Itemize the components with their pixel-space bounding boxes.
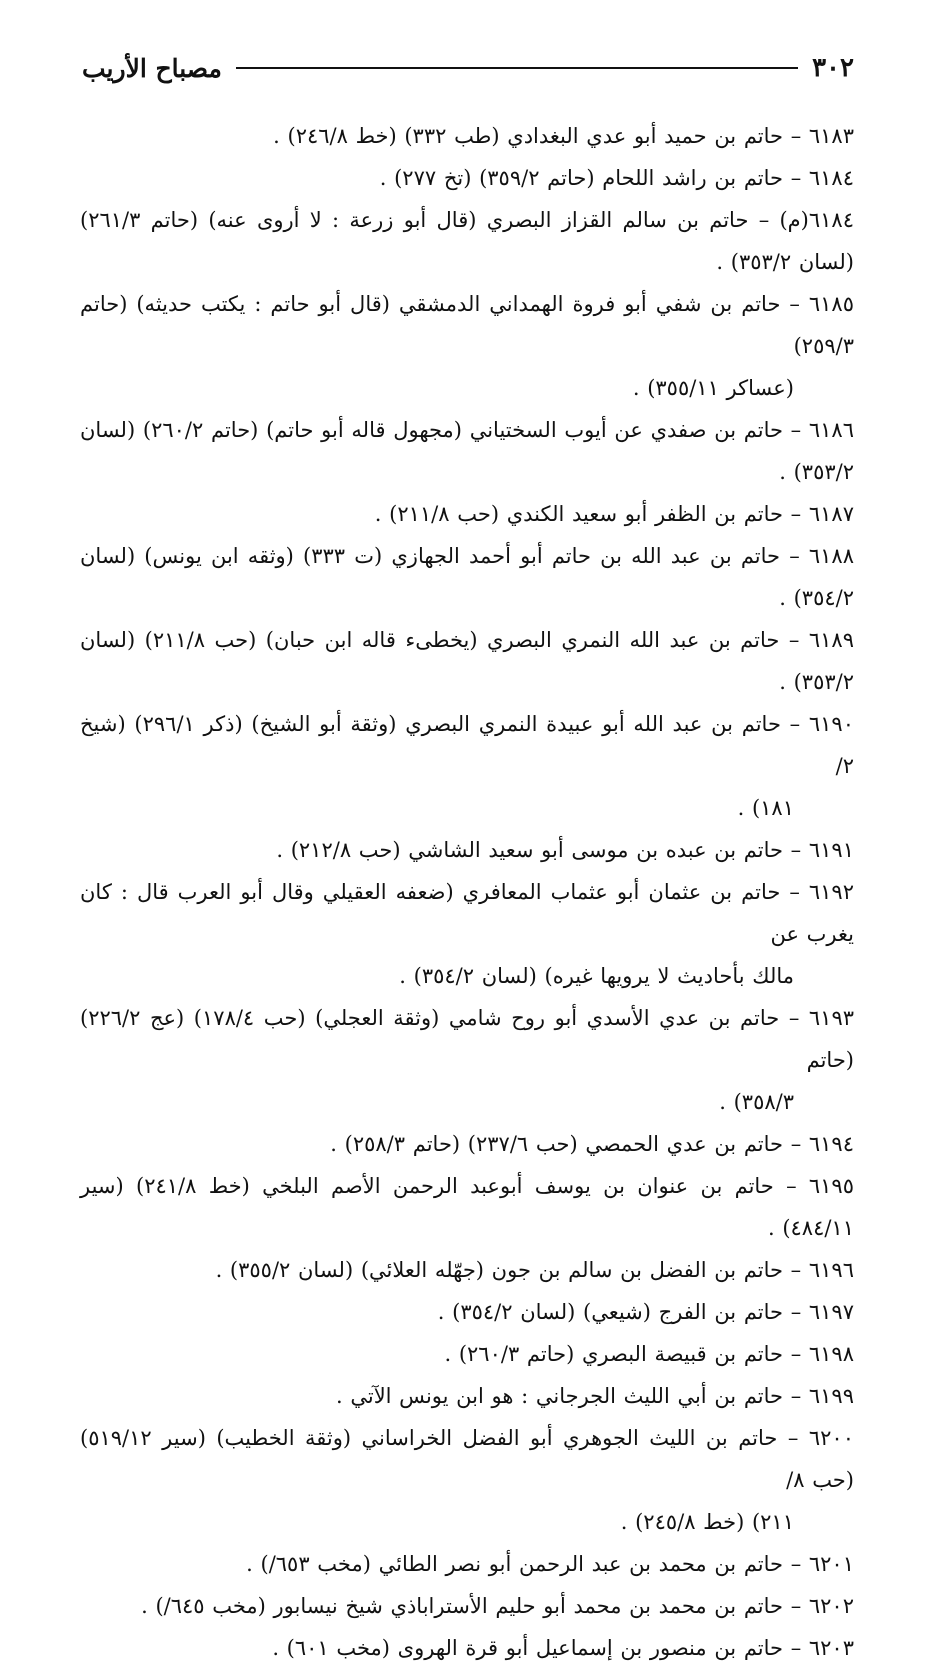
entry-continuation: ١٨١) . (737, 796, 794, 820)
page-header (82, 50, 854, 86)
biography-entry (80, 1543, 854, 1585)
entry-continuation: ٢١١) (خط ٢٤٥/٨) . (620, 1510, 794, 1534)
biography-entry (80, 493, 854, 535)
entry-text: ٦١٩٢ – حاتم بن عثمان أبو عثماب المعافري (ضعفه العقيلي وقال أبو العرب قال : كان يغرب عن (80, 880, 854, 946)
entry-text: ٦١٨٧ – حاتم بن الظفر أبو سعيد الكندي (حب ٢١١/٨) . (374, 502, 854, 526)
biography-entry (80, 619, 854, 703)
book-title: مصباح الأريب (82, 53, 222, 83)
entry-text: ٦١٨٨ – حاتم بن عبد الله بن حاتم أبو أحمد الجهازي (ت ٣٣٣) (وثقه ابن يونس) (لسان ٣٥٤/٢) . (80, 544, 854, 610)
biography-entry (80, 157, 854, 199)
entry-text: ٦١٩٠ – حاتم بن عبد الله أبو عبيدة النمري البصري (وثقة أبو الشيخ) (ذكر ٢٩٦/١) (شيخ ٢/ (80, 712, 854, 778)
biography-entry (80, 1333, 854, 1375)
entry-text: ٦١٩٤ – حاتم بن عدي الحمصي (حب ٢٣٧/٦) (حاتم ٢٥٨/٣) . (330, 1132, 854, 1156)
biography-entry (80, 199, 854, 283)
biography-entry (80, 1417, 854, 1543)
biography-entry (80, 871, 854, 997)
entry-text: ٦١٨٤ – حاتم بن راشد اللحام (حاتم ٣٥٩/٢) (تخ ٢٧٧) . (379, 166, 854, 190)
biography-entry (80, 1375, 854, 1417)
entry-text: ٦١٨٥ – حاتم بن شفي أبو فروة الهمداني الدمشقي (قال أبو حاتم : يكتب حديثه) (حاتم ٢٥٩/٣) (80, 292, 854, 358)
biography-entry (80, 997, 854, 1123)
biography-entry (80, 409, 854, 493)
entry-text: ٦١٩٦ – حاتم بن الفضل بن سالم بن جون (جهّله العلائي) (لسان ٣٥٥/٢) . (215, 1258, 854, 1282)
entry-text: ٦١٨٣ – حاتم بن حميد أبو عدي البغدادي (طب ٣٣٢) (خط ٢٤٦/٨) . (273, 124, 854, 148)
biography-entry (80, 1291, 854, 1333)
entry-text: ٦١٨٦ – حاتم بن صفدي عن أيوب السختياني (مجهول قاله أبو حاتم) (حاتم ٢٦٠/٢) (لسان ٣٥٣/٢) . (80, 418, 854, 484)
entries-list (80, 115, 854, 1669)
biography-entry (80, 115, 854, 157)
entry-text: ٦١٩٧ – حاتم بن الفرج (شيعي) (لسان ٣٥٤/٢) . (437, 1300, 854, 1324)
biography-entry (80, 829, 854, 871)
entry-continuation: مالك بأحاديث لا يرويها غيره) (لسان ٣٥٤/٢) . (399, 964, 794, 988)
entry-text: ٦١٩٥ – حاتم بن عنوان بن يوسف أبوعبد الرحمن الأصم البلخي (خط ٢٤١/٨) (سير ٤٨٤/١١) . (80, 1174, 854, 1240)
entry-text: ٦٢٠١ – حاتم بن محمد بن عبد الرحمن أبو نصر الطائي (مخب ٦٥٣/) . (246, 1552, 854, 1576)
entry-continuation: (عساكر ٣٥٥/١١) . (632, 376, 794, 400)
entry-text: ٦١٨٤(م) – حاتم بن سالم القزاز البصري (قال أبو زرعة : لا أروى عنه) (حاتم ٢٦١/٣) (لسان ٣٥٣/٢) . (80, 208, 854, 274)
page-number: ٣٠٢ (812, 53, 854, 83)
biography-entry (80, 1165, 854, 1249)
biography-entry (80, 1249, 854, 1291)
header-rule (236, 67, 798, 69)
biography-entry (80, 535, 854, 619)
biography-entry (80, 1585, 854, 1627)
entry-text: ٦٢٠٠ – حاتم بن الليث الجوهري أبو الفضل الخراساني (وثقة الخطيب) (سير ٥١٩/١٢) (حب ٨/ (80, 1426, 854, 1492)
entry-text: ٦١٩١ – حاتم بن عبده بن موسى أبو سعيد الشاشي (حب ٢١٢/٨) . (276, 838, 854, 862)
entry-text: ٦١٨٩ – حاتم بن عبد الله النمري البصري (يخطىء قاله ابن حبان) (حب ٢١١/٨) (لسان ٣٥٣/٢) . (80, 628, 854, 694)
biography-entry (80, 1627, 854, 1669)
entry-text: ٦١٩٨ – حاتم بن قبيصة البصري (حاتم ٢٦٠/٣) . (444, 1342, 854, 1366)
biography-entry (80, 1123, 854, 1165)
entry-text: ٦٢٠٢ – حاتم بن محمد بن محمد أبو حليم الأستراباذي شيخ نيسابور (مخب ٦٤٥/) . (141, 1594, 854, 1618)
entry-continuation: ٣٥٨/٣) . (719, 1090, 794, 1114)
biography-entry (80, 703, 854, 829)
entry-text: ٦٢٠٣ – حاتم بن منصور بن إسماعيل أبو قرة الهروى (مخب ٦٠١) . (272, 1636, 854, 1660)
entry-text: ٦١٩٩ – حاتم بن أبي الليث الجرجاني : هو ابن يونس الآتي . (336, 1384, 854, 1408)
biography-entry (80, 283, 854, 409)
entry-text: ٦١٩٣ – حاتم بن عدي الأسدي أبو روح شامي (وثقة العجلي) (حب ١٧٨/٤) (عج ٢٢٦/٢) (حاتم (80, 1006, 855, 1072)
